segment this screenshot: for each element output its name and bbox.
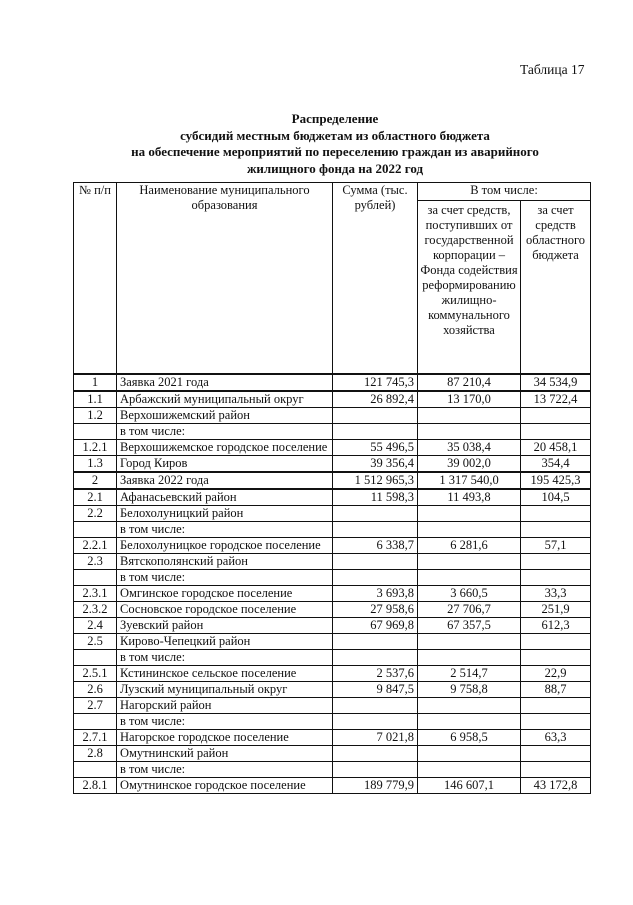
- row-fund-cell: 39 002,0: [418, 455, 521, 472]
- row-name-cell: Афанасьевский район: [117, 489, 333, 506]
- row-regional-cell: 612,3: [521, 617, 591, 633]
- row-sum-cell: [333, 521, 418, 537]
- row-fund-cell: 146 607,1: [418, 777, 521, 793]
- row-number-cell: 2.6: [74, 681, 117, 697]
- table-row: [74, 374, 591, 391]
- table-row: [74, 761, 591, 777]
- row-number-cell: 1.3: [74, 455, 117, 472]
- row-number-cell: 2.3.1: [74, 585, 117, 601]
- row-fund-cell: [418, 649, 521, 665]
- row-name-cell: в том числе:: [117, 761, 333, 777]
- header-num: № п/п: [74, 183, 117, 374]
- row-sum-cell: 3 693,8: [333, 585, 418, 601]
- row-fund-cell: 9 758,8: [418, 681, 521, 697]
- row-regional-cell: [521, 505, 591, 521]
- row-fund-cell: [418, 423, 521, 439]
- table-row: [74, 585, 591, 601]
- row-number-cell: [74, 521, 117, 537]
- row-name-cell: Омгинское городское поселение: [117, 585, 333, 601]
- row-name-cell: в том числе:: [117, 649, 333, 665]
- row-number-cell: 2.4: [74, 617, 117, 633]
- row-sum-cell: [333, 649, 418, 665]
- row-regional-cell: 63,3: [521, 729, 591, 745]
- row-name-cell: Зуевский район: [117, 617, 333, 633]
- header-sum: Сумма (тыс. рублей): [333, 183, 418, 374]
- row-number-cell: [74, 761, 117, 777]
- row-sum-cell: [333, 505, 418, 521]
- table-row: [74, 439, 591, 455]
- row-regional-cell: 57,1: [521, 537, 591, 553]
- row-fund-cell: [418, 553, 521, 569]
- table-row: [74, 745, 591, 761]
- row-number-cell: 2.2: [74, 505, 117, 521]
- table-number-label: Таблица 17: [520, 62, 585, 77]
- row-number-cell: 2: [74, 472, 117, 489]
- row-name-cell: в том числе:: [117, 521, 333, 537]
- row-sum-cell: 121 745,3: [333, 374, 418, 391]
- row-regional-cell: [521, 423, 591, 439]
- table-row: [74, 489, 591, 506]
- row-name-cell: Заявка 2022 года: [117, 472, 333, 489]
- table-row: [74, 633, 591, 649]
- row-sum-cell: 55 496,5: [333, 439, 418, 455]
- row-sum-cell: 67 969,8: [333, 617, 418, 633]
- table-row: [74, 391, 591, 408]
- row-name-cell: в том числе:: [117, 569, 333, 585]
- row-fund-cell: 35 038,4: [418, 439, 521, 455]
- row-regional-cell: [521, 521, 591, 537]
- row-regional-cell: [521, 649, 591, 665]
- row-sum-cell: [333, 745, 418, 761]
- row-number-cell: 2.2.1: [74, 537, 117, 553]
- row-sum-cell: 189 779,9: [333, 777, 418, 793]
- row-sum-cell: 9 847,5: [333, 681, 418, 697]
- title-line: на обеспечение мероприятий по переселению граждан из аварийного: [131, 144, 539, 159]
- row-number-cell: [74, 423, 117, 439]
- row-number-cell: 2.5: [74, 633, 117, 649]
- header-fund: за счет средств, поступивших от государственной корпорации – Фонда содействия реформированию жилищно-коммунального хозяйства: [418, 201, 521, 374]
- row-regional-cell: 22,9: [521, 665, 591, 681]
- row-fund-cell: 6 281,6: [418, 537, 521, 553]
- row-sum-cell: [333, 633, 418, 649]
- table-row: [74, 407, 591, 423]
- row-regional-cell: 195 425,3: [521, 472, 591, 489]
- row-fund-cell: [418, 713, 521, 729]
- row-regional-cell: [521, 407, 591, 423]
- row-number-cell: 1.1: [74, 391, 117, 408]
- row-name-cell: в том числе:: [117, 713, 333, 729]
- row-fund-cell: [418, 761, 521, 777]
- row-name-cell: Белохолуницкое городское поселение: [117, 537, 333, 553]
- table-row: [74, 777, 591, 793]
- table-row: [74, 713, 591, 729]
- table-row: [74, 505, 591, 521]
- row-number-cell: 2.8.1: [74, 777, 117, 793]
- row-sum-cell: 11 598,3: [333, 489, 418, 506]
- row-number-cell: 2.3.2: [74, 601, 117, 617]
- table-row: [74, 601, 591, 617]
- table-row: [74, 472, 591, 489]
- row-regional-cell: 13 722,4: [521, 391, 591, 408]
- row-name-cell: Кирово-Чепецкий район: [117, 633, 333, 649]
- row-name-cell: Арбажский муниципальный округ: [117, 391, 333, 408]
- row-regional-cell: 104,5: [521, 489, 591, 506]
- row-name-cell: Заявка 2021 года: [117, 374, 333, 391]
- table-row: [74, 423, 591, 439]
- table-row: [74, 521, 591, 537]
- row-regional-cell: 251,9: [521, 601, 591, 617]
- table-row: [74, 537, 591, 553]
- row-sum-cell: [333, 697, 418, 713]
- row-name-cell: Верхошижемское городское поселение: [117, 439, 333, 455]
- row-sum-cell: [333, 761, 418, 777]
- table-row: [74, 553, 591, 569]
- row-regional-cell: [521, 553, 591, 569]
- row-number-cell: [74, 569, 117, 585]
- row-regional-cell: 88,7: [521, 681, 591, 697]
- table-row: [74, 617, 591, 633]
- row-regional-cell: [521, 745, 591, 761]
- table-row: [74, 649, 591, 665]
- row-number-cell: 2.1: [74, 489, 117, 506]
- row-name-cell: Омутнинское городское поселение: [117, 777, 333, 793]
- row-fund-cell: 1 317 540,0: [418, 472, 521, 489]
- row-number-cell: 1: [74, 374, 117, 391]
- table-body: [74, 374, 591, 794]
- row-fund-cell: 11 493,8: [418, 489, 521, 506]
- row-regional-cell: 354,4: [521, 455, 591, 472]
- row-fund-cell: 13 170,0: [418, 391, 521, 408]
- row-fund-cell: [418, 697, 521, 713]
- row-sum-cell: [333, 423, 418, 439]
- row-fund-cell: 3 660,5: [418, 585, 521, 601]
- row-number-cell: 2.3: [74, 553, 117, 569]
- row-name-cell: Вятскополянский район: [117, 553, 333, 569]
- row-fund-cell: 6 958,5: [418, 729, 521, 745]
- row-name-cell: Лузский муниципальный округ: [117, 681, 333, 697]
- row-number-cell: 1.2.1: [74, 439, 117, 455]
- row-regional-cell: [521, 569, 591, 585]
- row-number-cell: [74, 713, 117, 729]
- row-number-cell: 2.7.1: [74, 729, 117, 745]
- row-regional-cell: [521, 761, 591, 777]
- row-regional-cell: [521, 633, 591, 649]
- row-regional-cell: 20 458,1: [521, 439, 591, 455]
- row-sum-cell: [333, 569, 418, 585]
- row-sum-cell: 7 021,8: [333, 729, 418, 745]
- table-row: [74, 665, 591, 681]
- row-fund-cell: [418, 407, 521, 423]
- table-row: [74, 681, 591, 697]
- header-including: В том числе:: [418, 183, 591, 201]
- title-line: Распределение: [291, 111, 379, 126]
- row-name-cell: Нагорский район: [117, 697, 333, 713]
- row-fund-cell: [418, 569, 521, 585]
- row-name-cell: Нагорское городское поселение: [117, 729, 333, 745]
- header-name: Наименование муниципального образования: [117, 183, 333, 374]
- title-line: жилищного фонда на 2022 год: [246, 160, 424, 176]
- row-sum-cell: 2 537,6: [333, 665, 418, 681]
- row-fund-cell: 67 357,5: [418, 617, 521, 633]
- document-title: [100, 111, 570, 177]
- row-number-cell: [74, 649, 117, 665]
- row-sum-cell: [333, 713, 418, 729]
- row-name-cell: Город Киров: [117, 455, 333, 472]
- row-regional-cell: 43 172,8: [521, 777, 591, 793]
- row-sum-cell: 6 338,7: [333, 537, 418, 553]
- row-name-cell: Сосновское городское поселение: [117, 601, 333, 617]
- row-fund-cell: [418, 633, 521, 649]
- row-name-cell: Омутнинский район: [117, 745, 333, 761]
- row-regional-cell: [521, 713, 591, 729]
- header-regional: за счет средств областного бюджета: [521, 201, 591, 374]
- table-row: [74, 569, 591, 585]
- table-row: [74, 729, 591, 745]
- row-fund-cell: [418, 521, 521, 537]
- row-sum-cell: 27 958,6: [333, 601, 418, 617]
- row-sum-cell: [333, 407, 418, 423]
- row-fund-cell: [418, 505, 521, 521]
- row-regional-cell: [521, 697, 591, 713]
- row-regional-cell: 33,3: [521, 585, 591, 601]
- row-name-cell: в том числе:: [117, 423, 333, 439]
- row-sum-cell: 26 892,4: [333, 391, 418, 408]
- subsidy-table: [73, 182, 591, 794]
- table-row: [74, 697, 591, 713]
- row-fund-cell: 27 706,7: [418, 601, 521, 617]
- row-sum-cell: 1 512 965,3: [333, 472, 418, 489]
- row-name-cell: Кстининское сельское поселение: [117, 665, 333, 681]
- row-fund-cell: 87 210,4: [418, 374, 521, 391]
- row-fund-cell: [418, 745, 521, 761]
- row-number-cell: 2.5.1: [74, 665, 117, 681]
- row-number-cell: 2.8: [74, 745, 117, 761]
- row-sum-cell: [333, 553, 418, 569]
- row-number-cell: 1.2: [74, 407, 117, 423]
- row-name-cell: Белохолуницкий район: [117, 505, 333, 521]
- row-name-cell: Верхошижемский район: [117, 407, 333, 423]
- row-sum-cell: 39 356,4: [333, 455, 418, 472]
- row-regional-cell: 34 534,9: [521, 374, 591, 391]
- title-line: субсидий местным бюджетам из областного бюджета: [180, 127, 490, 143]
- row-number-cell: 2.7: [74, 697, 117, 713]
- table-row: [74, 455, 591, 472]
- row-fund-cell: 2 514,7: [418, 665, 521, 681]
